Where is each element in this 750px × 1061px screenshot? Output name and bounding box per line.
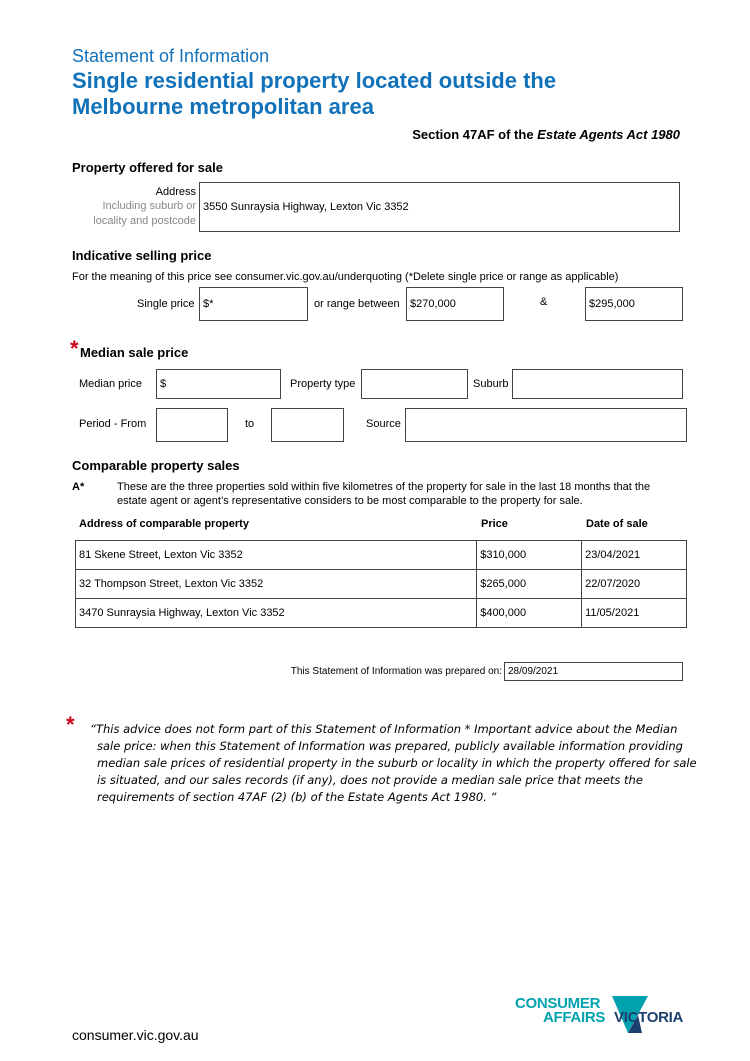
footer-url[interactable]: consumer.vic.gov.au	[72, 1027, 199, 1043]
page-title-line1: Single residential property located outside the	[72, 68, 557, 93]
statement-subtitle: Statement of Information	[72, 46, 270, 66]
row-price[interactable]: $310,000	[477, 541, 582, 570]
period-to-label: to	[245, 418, 255, 430]
row-price[interactable]: $265,000	[477, 570, 582, 599]
row-address[interactable]: 32 Thompson Street, Lexton Vic 3352	[76, 570, 477, 599]
table-row	[76, 570, 687, 599]
median-asterisk: *	[70, 336, 79, 361]
indicative-heading: Indicative selling price	[72, 248, 212, 263]
address-sublabel-2: locality and postcode	[93, 215, 196, 227]
advice-line-2: sale price: when this Statement of Information was prepared, publicly available information providing	[97, 739, 683, 753]
period-to-field[interactable]	[271, 408, 344, 442]
comparable-desc-2: estate agent or agent’s representative considers to be most comparable to the property for sale.	[117, 495, 583, 507]
logo-affairs: AFFAIRS	[543, 1009, 606, 1026]
range-low-field[interactable]: $270,000	[406, 287, 504, 321]
col-price-header: Price	[481, 518, 508, 530]
advice-line-3: median sale prices of residential property in the suburb or locality in which the property offered for sale	[97, 756, 697, 770]
comparable-heading: Comparable property sales	[72, 458, 240, 473]
median-price-label: Median price	[79, 378, 142, 390]
col-address-header: Address of comparable property	[79, 518, 249, 530]
period-from-field[interactable]	[156, 408, 228, 442]
address-field[interactable]: 3550 Sunraysia Highway, Lexton Vic 3352	[199, 182, 680, 232]
comparable-table	[75, 540, 687, 628]
median-price-field[interactable]: $	[156, 369, 281, 399]
row-address[interactable]: 81 Skene Street, Lexton Vic 3352	[76, 541, 477, 570]
advice-line-1: “This advice does not form part of this Statement of Information * Important advice about the Median	[90, 722, 678, 736]
consumer-affairs-logo	[514, 993, 686, 1043]
range-high-field[interactable]: $295,000	[585, 287, 683, 321]
median-heading: Median sale price	[80, 345, 189, 360]
prepared-label: This Statement of Information was prepared on:	[290, 666, 502, 677]
single-price-field[interactable]: $*	[199, 287, 308, 321]
row-address[interactable]: 3470 Sunraysia Highway, Lexton Vic 3352	[76, 599, 477, 628]
single-price-label: Single price	[137, 298, 195, 310]
suburb-label: Suburb	[473, 378, 509, 390]
advice-text	[90, 721, 697, 806]
property-type-field[interactable]	[361, 369, 468, 399]
indicative-note: For the meaning of this price see consumer.vic.gov.au/underquoting (*Delete single price or range as applicable)	[72, 271, 619, 283]
table-row	[76, 541, 687, 570]
row-date[interactable]: 22/07/2020	[582, 570, 687, 599]
source-field[interactable]	[405, 408, 687, 442]
act-name: Estate Agents Act 1980	[537, 127, 680, 142]
address-sublabel-1: Including suburb or	[102, 200, 196, 212]
row-date[interactable]: 11/05/2021	[582, 599, 687, 628]
advice-line-5: requirements of section 47AF (2) (b) of the Estate Agents Act 1980. “	[97, 790, 497, 804]
col-date-header: Date of sale	[586, 518, 648, 530]
advice-line-4: is situated, and our sales records (if any), does not provide a median sale price that meets the	[97, 773, 643, 787]
range-label: or range between	[314, 298, 400, 310]
advice-asterisk: *	[66, 712, 75, 737]
logo-victoria: VICTORIA	[614, 1009, 683, 1026]
act-prefix: Section 47AF of the	[412, 127, 538, 142]
row-date[interactable]: 23/04/2021	[582, 541, 687, 570]
table-row	[76, 599, 687, 628]
prepared-date-field[interactable]: 28/09/2021	[504, 662, 683, 681]
period-from-label: Period - From	[79, 418, 147, 430]
property-type-label: Property type	[290, 378, 356, 390]
row-price[interactable]: $400,000	[477, 599, 582, 628]
comparable-marker: A*	[72, 481, 85, 493]
page-title-line2: Melbourne metropolitan area	[72, 94, 374, 119]
range-ampersand: &	[540, 296, 548, 308]
suburb-field[interactable]	[512, 369, 683, 399]
source-label: Source	[366, 418, 401, 430]
property-heading: Property offered for sale	[72, 160, 223, 175]
comparable-desc-1: These are the three properties sold within five kilometres of the property for sale in the last 18 months that the	[117, 481, 651, 493]
address-label: Address	[155, 186, 196, 198]
logo-consumer: CONSUMER	[515, 995, 601, 1012]
act-reference	[412, 127, 680, 142]
